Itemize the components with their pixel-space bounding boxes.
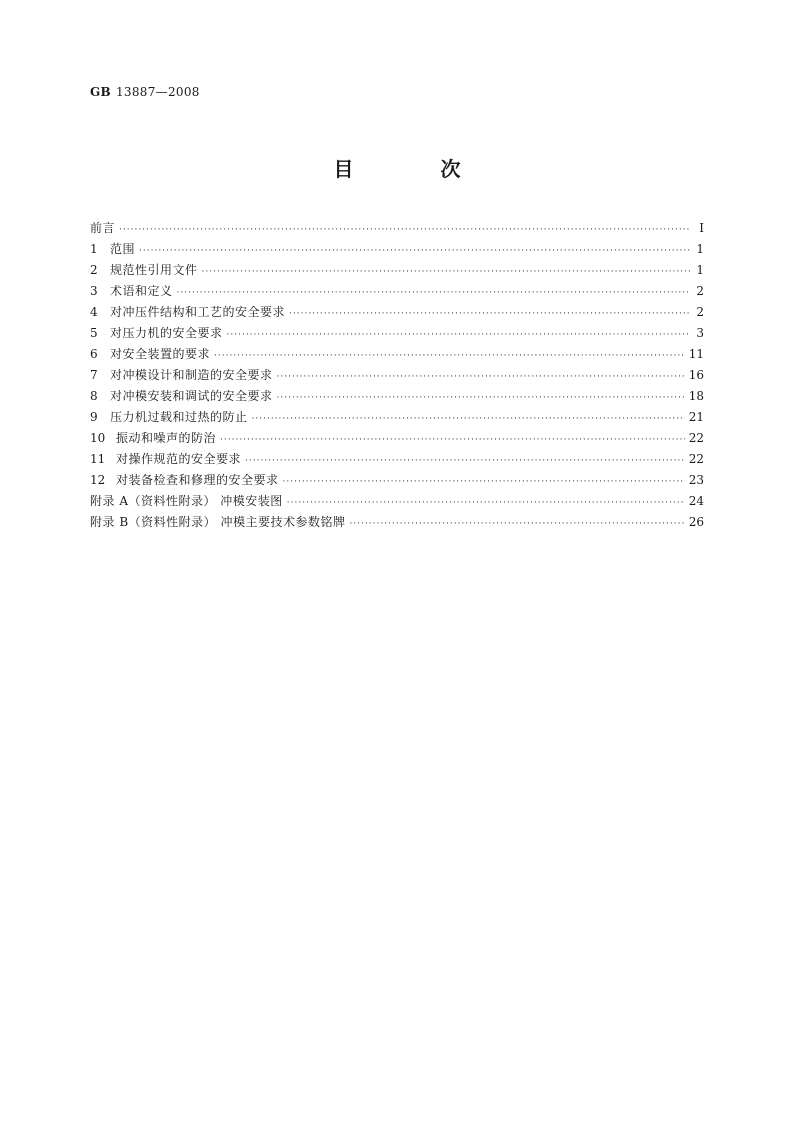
toc-entry-label: 附录 B（资料性附录） 冲模主要技术参数铭牌: [90, 515, 346, 529]
standard-number: 13887—2008: [116, 85, 200, 99]
toc-entry-number: 2: [90, 263, 98, 277]
toc-dot-leader: [119, 220, 690, 241]
toc-entry-label: 范围: [110, 242, 136, 256]
toc-entry-label: 术语和定义: [110, 284, 173, 298]
toc-entry[interactable]: [90, 260, 704, 281]
toc-entry-page: 21: [688, 410, 704, 424]
toc-dot-leader: [283, 472, 685, 493]
toc-entry[interactable]: [90, 365, 704, 386]
toc-dot-leader: [227, 325, 690, 346]
toc-entry-page: 2: [696, 305, 704, 319]
toc-entry[interactable]: [90, 323, 704, 344]
toc-dot-leader: [289, 304, 690, 325]
toc-entry-number: 1: [90, 242, 98, 256]
toc-entry-page: Ⅰ: [699, 221, 704, 235]
toc-entry-label: 前言: [90, 221, 116, 235]
toc-entry-number: 8: [90, 389, 98, 403]
toc-dot-leader: [220, 430, 685, 451]
toc-entry-page: 23: [688, 473, 704, 487]
toc-dot-leader: [349, 514, 684, 535]
toc-entry[interactable]: [90, 281, 704, 302]
toc-dot-leader: [214, 346, 685, 367]
toc-entry-page: 16: [688, 368, 704, 382]
toc-entry[interactable]: [90, 218, 704, 239]
toc-dot-leader: [277, 367, 685, 388]
toc-entry-page: 18: [688, 389, 704, 403]
toc-entry[interactable]: [90, 344, 704, 365]
toc-dot-leader: [177, 283, 690, 304]
table-of-contents: [90, 218, 704, 533]
toc-entry-number: 3: [90, 284, 98, 298]
toc-dot-leader: [202, 262, 690, 283]
standard-code: [90, 85, 200, 99]
toc-entry[interactable]: [90, 407, 704, 428]
toc-entry-page: 24: [688, 494, 704, 508]
toc-entry-number: 7: [90, 368, 98, 382]
toc-entry-label: 对冲模设计和制造的安全要求: [110, 368, 273, 382]
toc-entry-label: 对操作规范的安全要求: [116, 452, 242, 466]
toc-entry-label: 对安全装置的要求: [110, 347, 211, 361]
toc-entry-label: 附录 A（资料性附录） 冲模安装图: [90, 494, 283, 508]
toc-entry-page: 1: [696, 263, 704, 277]
toc-entry-label: 对冲模安装和调试的安全要求: [110, 389, 273, 403]
toc-entry-page: 22: [688, 452, 704, 466]
toc-entry-page: 11: [688, 347, 704, 361]
toc-entry-label: 振动和噪声的防治: [116, 431, 217, 445]
toc-dot-leader: [287, 493, 685, 514]
toc-entry-number: 4: [90, 305, 98, 319]
toc-dot-leader: [245, 451, 685, 472]
toc-entry-label: 对压力机的安全要求: [110, 326, 223, 340]
toc-dot-leader: [139, 241, 690, 262]
toc-entry[interactable]: [90, 302, 704, 323]
toc-entry-page: 3: [696, 326, 704, 340]
toc-entry-label: 压力机过载和过热的防止: [110, 410, 248, 424]
toc-entry[interactable]: [90, 470, 704, 491]
toc-entry-page: 1: [696, 242, 704, 256]
page-title: 目 次: [333, 157, 501, 181]
toc-dot-leader: [252, 409, 685, 430]
toc-entry-number: 10: [90, 431, 106, 445]
toc-entry-page: 2: [696, 284, 704, 298]
toc-entry-label: 对装备检查和修理的安全要求: [116, 473, 279, 487]
toc-entry-number: 11: [90, 452, 106, 466]
toc-entry[interactable]: [90, 449, 704, 470]
toc-entry-page: 26: [688, 515, 704, 529]
toc-entry-number: 6: [90, 347, 98, 361]
toc-entry[interactable]: [90, 491, 704, 512]
toc-entry-number: 5: [90, 326, 98, 340]
toc-entry[interactable]: [90, 512, 704, 533]
toc-entry-number: 9: [90, 410, 98, 424]
toc-entry-label: 规范性引用文件: [110, 263, 198, 277]
toc-entry-number: 12: [90, 473, 106, 487]
toc-dot-leader: [277, 388, 685, 409]
standard-prefix: GB: [90, 85, 111, 99]
toc-entry-page: 22: [688, 431, 704, 445]
toc-entry[interactable]: [90, 386, 704, 407]
toc-entry[interactable]: [90, 428, 704, 449]
toc-entry-label: 对冲压件结构和工艺的安全要求: [110, 305, 286, 319]
toc-entry[interactable]: [90, 239, 704, 260]
